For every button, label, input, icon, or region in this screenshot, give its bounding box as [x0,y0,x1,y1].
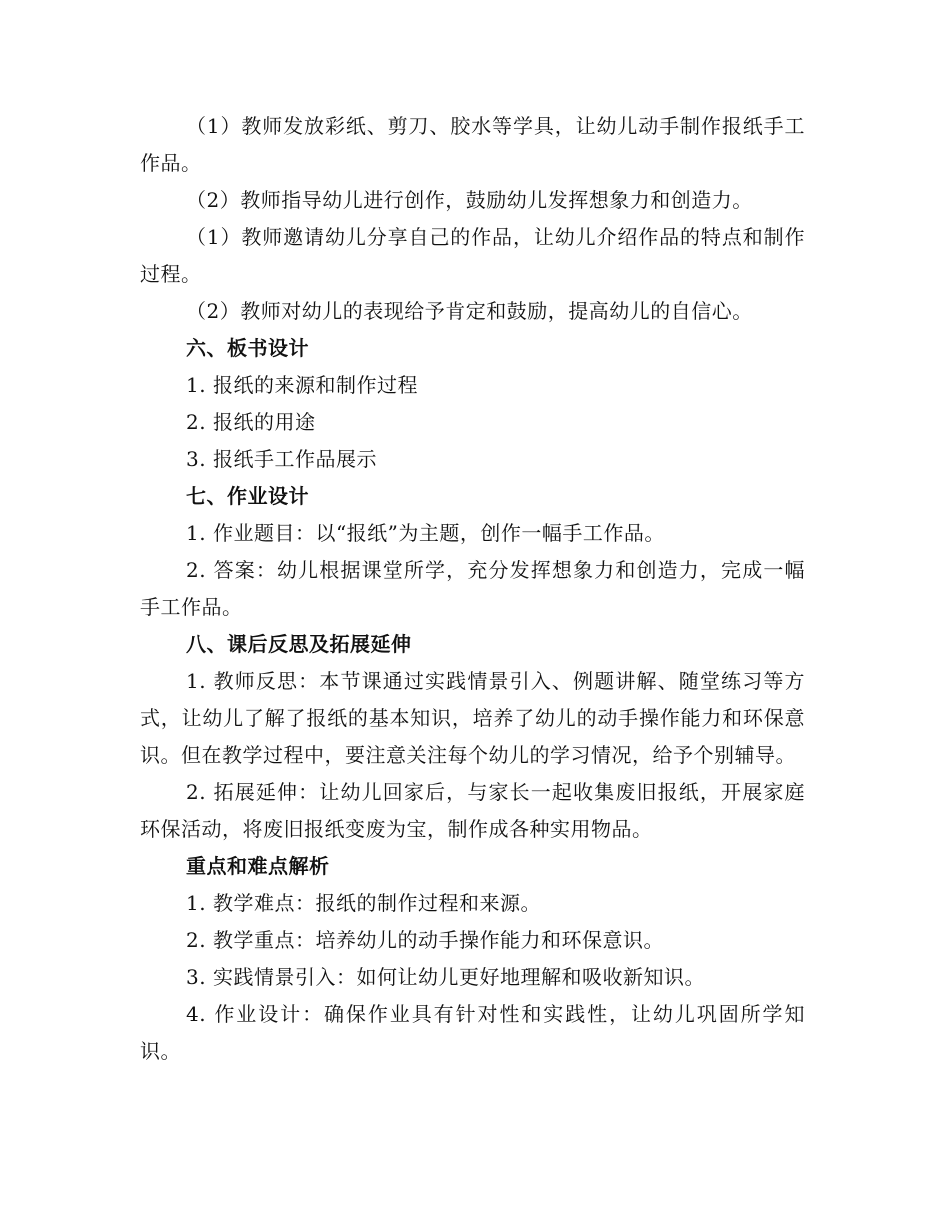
list-item: 2. 答案：幼儿根据课堂所学，充分发挥想象力和创造力，完成一幅手工作品。 [140,558,805,619]
list-item: 4. 作业设计：确保作业具有针对性和实践性，让幼儿巩固所学知识。 [140,1002,805,1063]
section-heading: 重点和难点解析 [186,854,330,878]
list-item: 2. 报纸的用途 [186,410,316,434]
list-item: 2. 拓展延伸：让幼儿回家后，与家长一起收集废旧报纸，开展家庭环保活动，将废旧报纸变废为宝，制作成各种实用物品。 [140,780,805,841]
paragraph: （1）教师发放彩纸、剪刀、胶水等学具，让幼儿动手制作报纸手工作品。 [140,114,805,175]
list-item: 3. 报纸手工作品展示 [186,447,377,471]
section-heading: 七、作业设计 [186,484,309,508]
paragraph: （1）教师邀请幼儿分享自己的作品，让幼儿介绍作品的特点和制作过程。 [140,225,805,286]
list-item: 1. 教学难点：报纸的制作过程和来源。 [186,891,541,915]
list-item: 1. 报纸的来源和制作过程 [186,373,418,397]
list-item: 1. 教师反思：本节课通过实践情景引入、例题讲解、随堂练习等方式，让幼儿了解了报纸的基本知识，培养了幼儿的动手操作能力和环保意识。但在教学过程中，要注意关注每个幼儿的学习情况，给予个别辅导。 [140,669,805,767]
list-item: 1. 作业题目：以“报纸”为主题，创作一幅手工作品。 [186,521,665,545]
paragraph: （2）教师对幼儿的表现给予肯定和鼓励，提高幼儿的自信心。 [186,299,753,323]
paragraph: （2）教师指导幼儿进行创作，鼓励幼儿发挥想象力和创造力。 [186,188,753,212]
list-item: 3. 实践情景引入：如何让幼儿更好地理解和吸收新知识。 [186,965,705,989]
section-heading: 八、课后反思及拓展延伸 [186,632,412,656]
section-heading: 六、板书设计 [186,336,309,360]
document-page [140,108,805,1070]
list-item: 2. 教学重点：培养幼儿的动手操作能力和环保意识。 [186,928,664,952]
